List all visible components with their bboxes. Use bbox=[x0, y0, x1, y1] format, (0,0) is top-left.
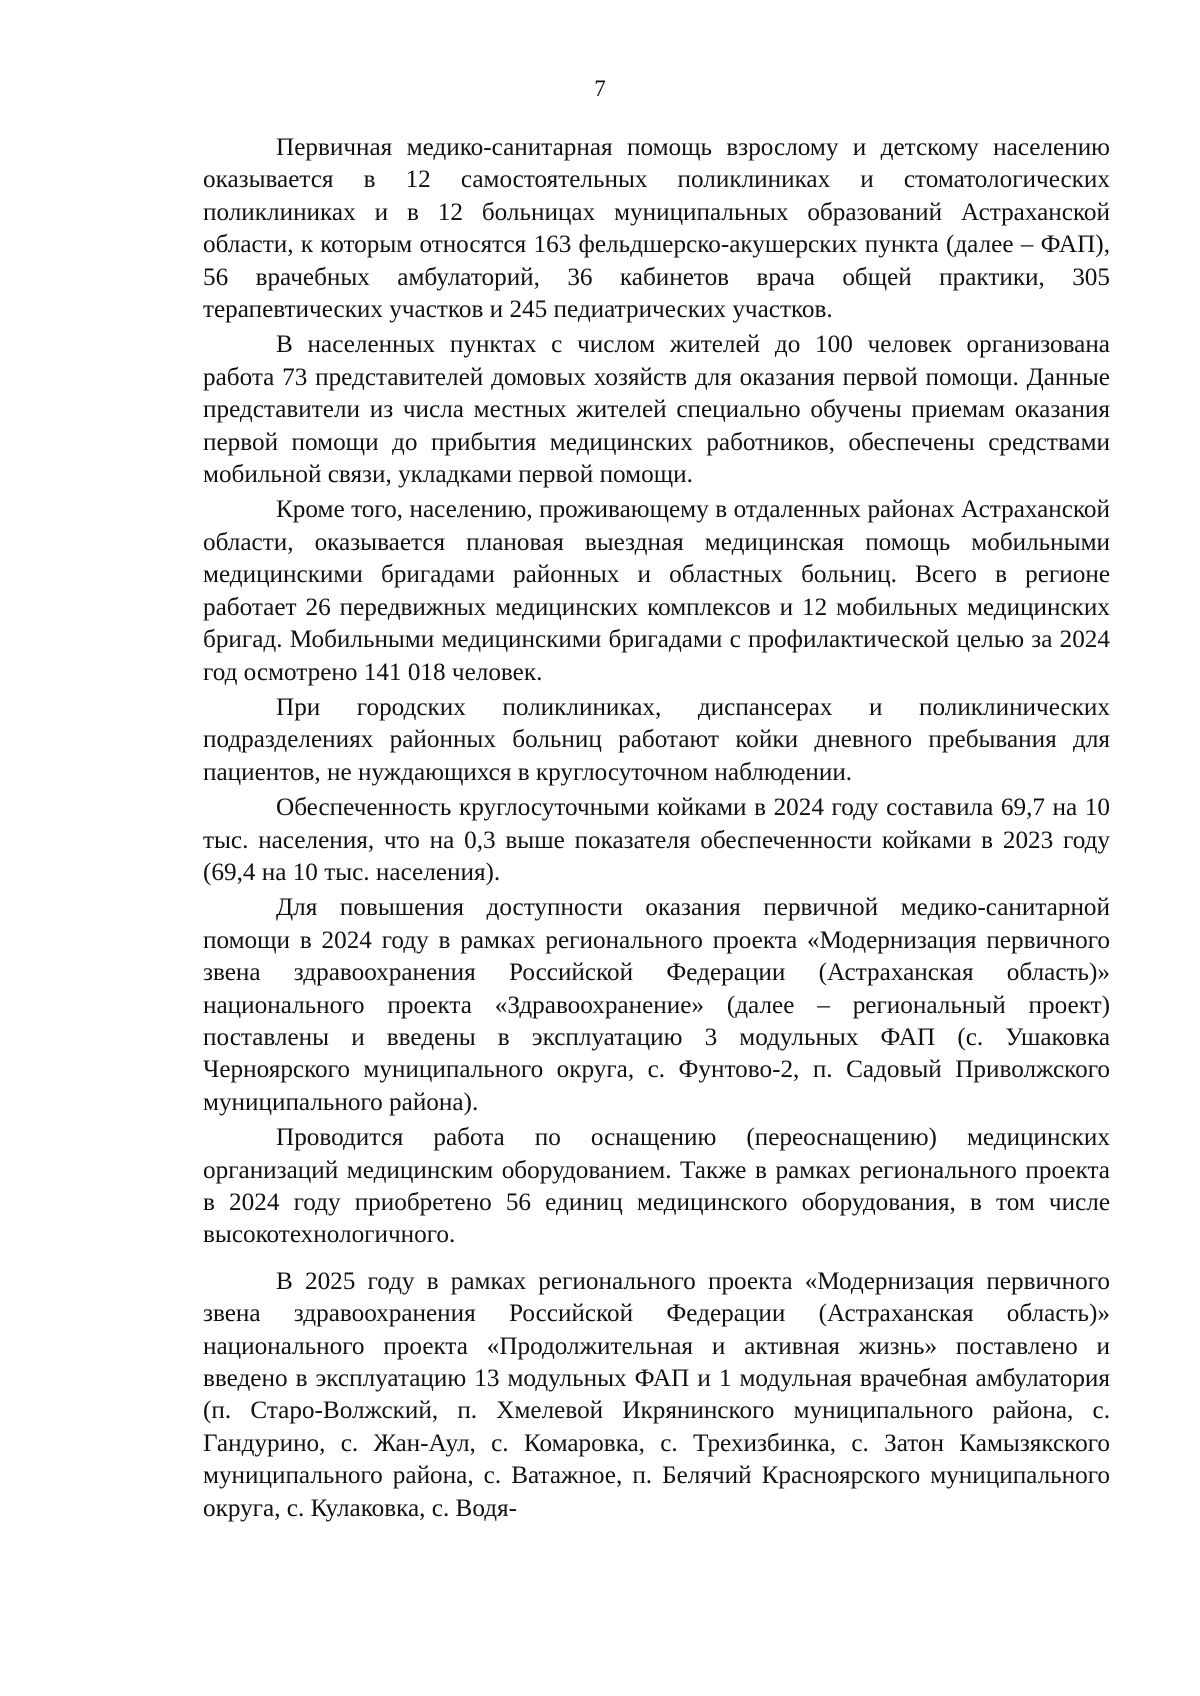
paragraph-household-representatives: В населенных пунктах с числом жителей до 100 человек организована работа 73 представителей домовых хозяйств для оказания первой помощи. Данные представители из числа местных жителей специально обучены приемам оказания первой помощи до прибытия медицинских работников, обеспечены средствами мобильной связи, укладками первой помощи. bbox=[203, 331, 1110, 489]
paragraph-modular-fap-2025: В 2025 году в рамках регионального проекта «Модернизация первичного звена здравоохранения Российской Федерации (Астраханская область)» национального проекта «Продолжительная и активная жизнь» поставлено и введено в эксплуатацию 13 модульных ФАП и 1 модульная врачебная амбулатория (п. Старо-Волжский, п. Хмелевой Икрянинского муниципального района, с. Гандурино, с. Жан-Аул, с. Комаровка, с. Трехизбинка, с. Затон Камызякского муниципального района, с. Ватажное, п. Белячий Красноярского муниципального округа, с. Кулаковка, с. Водя- bbox=[203, 1267, 1110, 1522]
paragraph-modular-fap-2024: Для повышения доступности оказания первичной медико-санитарной помощи в 2024 году в рамках регионального проекта «Модернизация первичного звена здравоохранения Российской Федерации (Астраханская область)» национального проекта «Здравоохранение» (далее – региональный проект) поставлены и введены в эксплуатацию 3 модульных ФАП (с. Ушаковка Черноярского муниципального округа, с. Фунтово-2, п. Садовый Приволжского муниципального района). bbox=[203, 894, 1110, 1116]
page-number: 7 bbox=[594, 76, 606, 101]
paragraph-primary-care: Первичная медико-санитарная помощь взрослому и детскому населению оказывается в 12 самостоятельных поликлиниках и стоматологических поликлиниках и в 12 больницах муниципальных образований Астраханской области, к которым относятся 163 фельдшерско-акушерских пункта (далее – ФАП), 56 врачебных амбулаторий, 36 кабинетов врача общей практики, 305 терапевтических участков и 245 педиатрических участков. bbox=[203, 134, 1110, 324]
paragraph-day-beds: При городских поликлиниках, диспансерах и поликлинических подразделениях районных больниц работают койки дневного пребывания для пациентов, не нуждающихся в круглосуточном наблюдении. bbox=[203, 693, 1110, 786]
document-body bbox=[203, 132, 1110, 1528]
paragraph-mobile-brigades: Кроме того, населению, проживающему в отдаленных районах Астраханской области, оказывается плановая выездная медицинская помощь мобильными медицинскими бригадами районных и областных больниц. Всего в регионе работает 26 передвижных медицинских комплексов и 12 мобильных медицинских бригад. Мобильными медицинскими бригадами с профилактической целью за 2024 год осмотрено 141 018 человек. bbox=[203, 496, 1110, 686]
paragraph-bed-provision: Обеспеченность круглосуточными койками в 2024 году составила 69,7 на 10 тыс. населения, что на 0,3 выше показателя обеспеченности койками в 2023 году (69,4 на 10 тыс. населения). bbox=[203, 794, 1110, 886]
paragraph-equipment: Проводится работа по оснащению (переоснащению) медицинских организаций медицинским оборудованием. Также в рамках регионального проекта в 2024 году приобретено 56 единиц медицинского оборудования, в том числе высокотехнологичного. bbox=[203, 1124, 1110, 1249]
